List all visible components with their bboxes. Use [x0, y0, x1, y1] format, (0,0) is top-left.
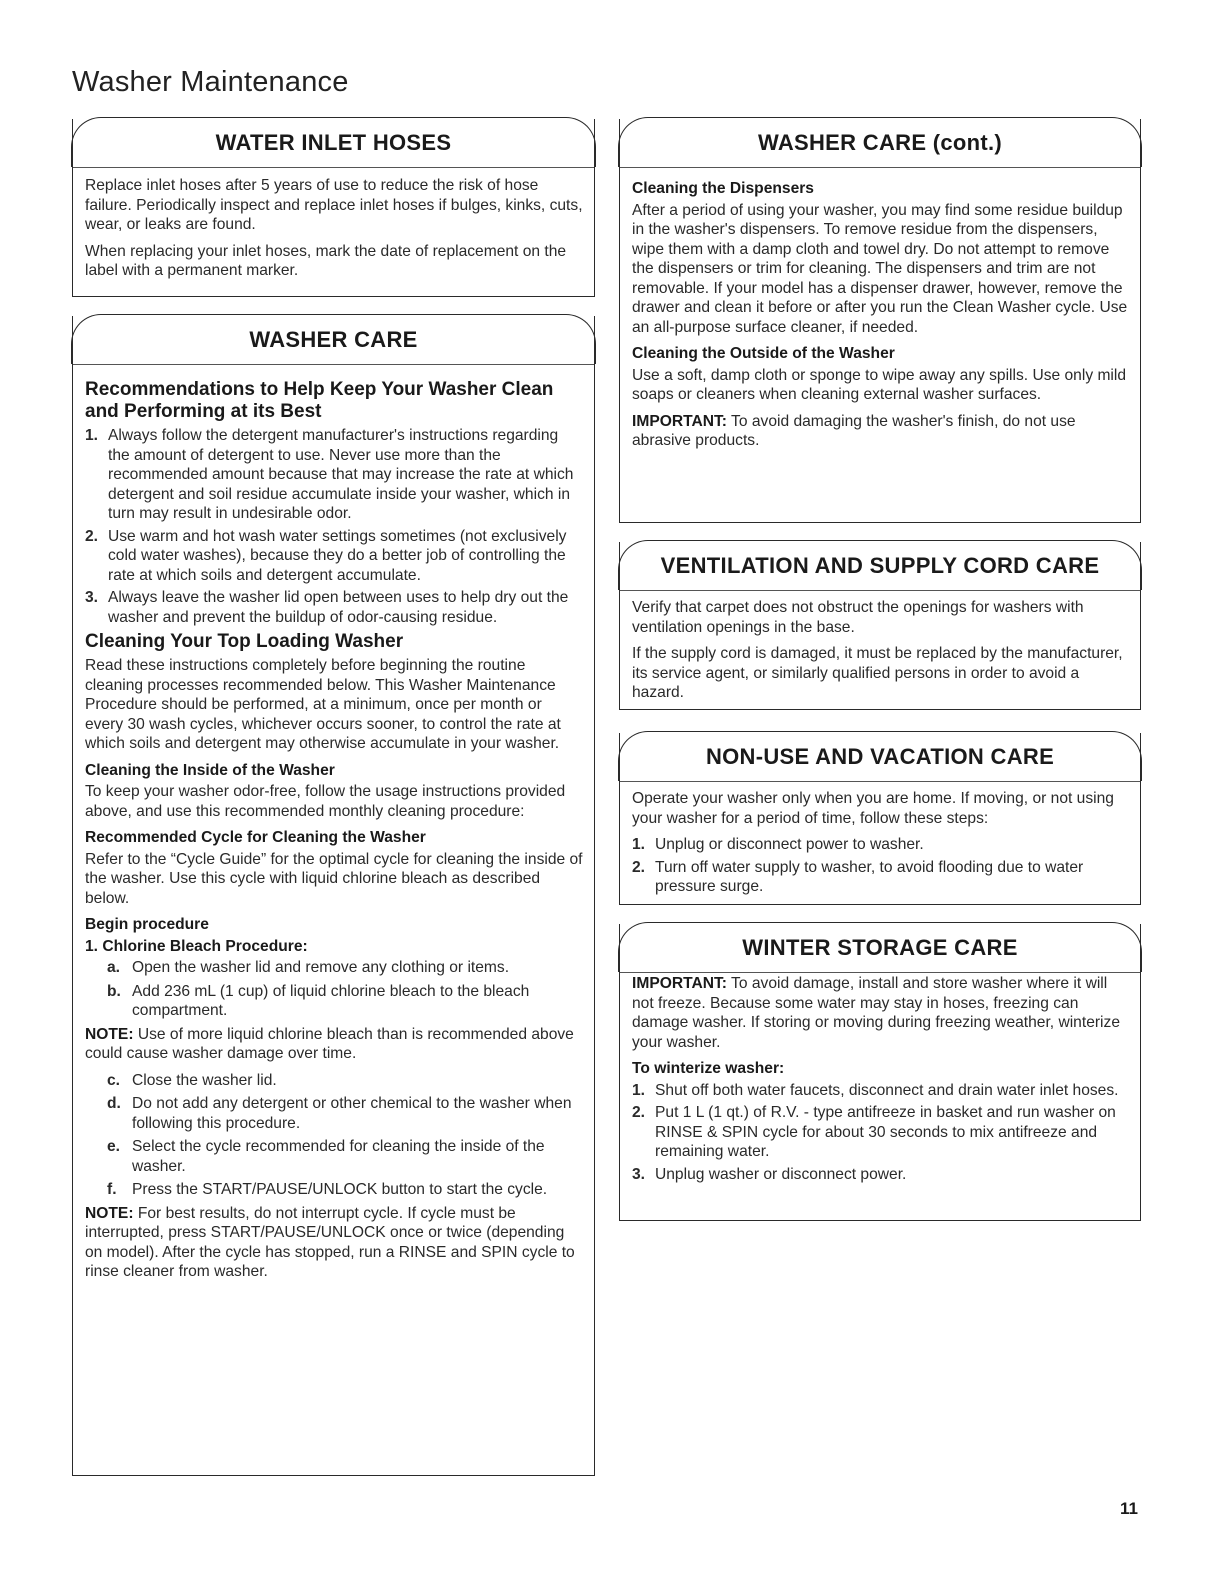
washer-care-section	[72, 316, 595, 1476]
page-title: Washer Maintenance	[72, 66, 349, 98]
bleach-steps-list	[107, 1071, 584, 1200]
list-item: 2. Use warm and hot wash water settings sometimes (not exclusively cold water washes), because they do a better job of controlling the rate at which soils and detergent accumulate.	[85, 527, 567, 584]
list-item: 2. Put 1 L (1 qt.) of R.V. - type antifreeze in basket and run washer on RINSE & SPIN cycle for about 30 seconds to mix antifreeze and remaining water.	[632, 1104, 1116, 1160]
list-item: 1. Shut off both water faucets, disconnect and drain water inlet hoses.	[632, 1081, 1119, 1099]
paragraph: Refer to the “Cycle Guide” for the optimal cycle for cleaning the inside of the washer. Use this cycle with liquid chlorine bleach as described below.	[85, 850, 583, 907]
important-note: IMPORTANT: To avoid damaging the washer's finish, do not use abrasive products.	[632, 412, 1076, 449]
subheading: Cleaning the Inside of the Washer	[85, 761, 335, 779]
divider	[620, 167, 1140, 168]
section-heading: Recommendations to Help Keep Your Washer Clean and Performing at its Best	[85, 379, 554, 422]
section-title: NON-USE AND VACATION CARE	[705, 744, 1055, 769]
paragraph: To keep your washer odor-free, follow the usage instructions provided above, and use this recommended monthly cleaning procedure:	[85, 783, 566, 820]
paragraph: Replace inlet hoses after 5 years of use to reduce the risk of hose failure. Periodically inspect and replace inlet hoses if bulges, kinks, cuts, wear, or leaks are found.	[85, 177, 583, 233]
list-item: 3. Always leave the washer lid open between uses to help dry out the washer and prevent the buildup of odor-causing residue.	[85, 589, 569, 626]
list-item: b. Add 236 mL (1 cup) of liquid chlorine bleach to the bleach compartment.	[107, 982, 530, 1019]
recommendations-list	[85, 426, 584, 627]
note: NOTE: Use of more liquid chlorine bleach than is recommended above could cause washer damage over time.	[85, 1025, 574, 1062]
list-item: 2. Turn off water supply to washer, to avoid flooding due to water pressure surge.	[632, 858, 1084, 895]
important-note: IMPORTANT: To avoid damage, install and store washer where it will not freeze. Because some water may stay in hoses, freezing can damage washer. If storing or moving during freezing weather, winterize your washer.	[632, 975, 1120, 1051]
list-item: a. Open the washer lid and remove any clothing or items.	[107, 959, 510, 976]
subheading: Cleaning the Dispensers	[632, 180, 814, 197]
ventilation-section	[619, 542, 1141, 710]
list-item: c. Close the washer lid.	[107, 1071, 277, 1089]
section-title: VENTILATION AND SUPPLY CORD CARE	[660, 553, 1100, 578]
section-title: WATER INLET HOSES	[215, 130, 452, 155]
page-number: 11	[1120, 1499, 1138, 1518]
note: NOTE: For best results, do not interrupt cycle. If cycle must be interrupted, press START/PAUSE/UNLOCK once or twice (depending on model). After the cycle has stopped, run a RINSE and SPIN cycle to rinse cleaner from washer.	[85, 1204, 575, 1280]
paragraph: When replacing your inlet hoses, mark the date of replacement on the label with a permanent marker.	[85, 242, 567, 279]
subheading: Begin procedure	[85, 916, 209, 933]
washer-care-cont-section	[619, 119, 1141, 523]
non-use-steps-list	[632, 835, 1130, 897]
list-item: e. Select the cycle recommended for cleaning the inside of the washer.	[107, 1138, 545, 1175]
list-item: f. Press the START/PAUSE/UNLOCK button to start the cycle.	[107, 1181, 548, 1198]
subheading: 1. Chlorine Bleach Procedure:	[85, 937, 308, 955]
list-item: 1. Always follow the detergent manufacturer's instructions regarding the amount of detergent to use. Never use more than the recommended amount because that may increase the rate at which detergent and soil residue accumulate inside your washer, which in turn may result in undesirable odor.	[85, 427, 574, 522]
bleach-steps-list	[107, 958, 584, 1021]
divider	[620, 781, 1140, 782]
non-use-section	[619, 733, 1141, 905]
list-item: 3. Unplug washer or disconnect power.	[632, 1165, 907, 1183]
paragraph: Read these instructions completely before beginning the routine cleaning processes recommended below. This Washer Maintenance Procedure should be performed, at a minimum, once per month or every 30 wash cycles, whichever occurs sooner, to control the rate at which soils and detergent may otherwise accumulate in your washer.	[85, 657, 561, 752]
section-title: WASHER CARE (cont.)	[757, 130, 1003, 155]
paragraph: After a period of using your washer, you may find some residue buildup in the washer's dispensers. To remove residue from the dispensers, wipe them with a damp cloth and towel dry. Do not attempt to remove the dispensers or trim for cleaning. The dispensers and trim are not removable. If your model has a dispenser drawer, however, remove the drawer and clean it before or after you run the Clean Washer cycle. Use an all-purpose surface cleaner, if needed.	[632, 201, 1128, 336]
divider	[73, 167, 594, 168]
paragraph: Verify that carpet does not obstruct the openings for washers with ventilation openings in the base.	[632, 599, 1084, 636]
water-inlet-hoses-section	[72, 119, 595, 297]
subheading: Recommended Cycle for Cleaning the Washer	[85, 829, 426, 846]
divider	[620, 972, 1140, 973]
list-item: d. Do not add any detergent or other chemical to the washer when following this procedure.	[107, 1095, 572, 1132]
paragraph: If the supply cord is damaged, it must be replaced by the manufacturer, its service agent, or similarly qualified persons in order to avoid a hazard.	[632, 645, 1123, 701]
subheading: To winterize washer:	[632, 1060, 785, 1077]
paragraph: Use a soft, damp cloth or sponge to wipe away any spills. Use only mild soaps or cleaners when cleaning external washer surfaces.	[632, 366, 1127, 403]
section-title: WASHER CARE	[249, 327, 418, 352]
list-item: 1. Unplug or disconnect power to washer.	[632, 836, 924, 853]
section-heading: Cleaning Your Top Loading Washer	[85, 631, 404, 652]
section-title: WINTER STORAGE CARE	[742, 935, 1018, 960]
divider	[73, 364, 594, 365]
winterize-steps-list	[632, 1081, 1130, 1185]
paragraph: Operate your washer only when you are home. If moving, or not using your washer for a period of time, follow these steps:	[632, 790, 1114, 827]
winter-storage-section	[619, 924, 1141, 1221]
subheading: Cleaning the Outside of the Washer	[632, 345, 895, 362]
divider	[620, 590, 1140, 591]
